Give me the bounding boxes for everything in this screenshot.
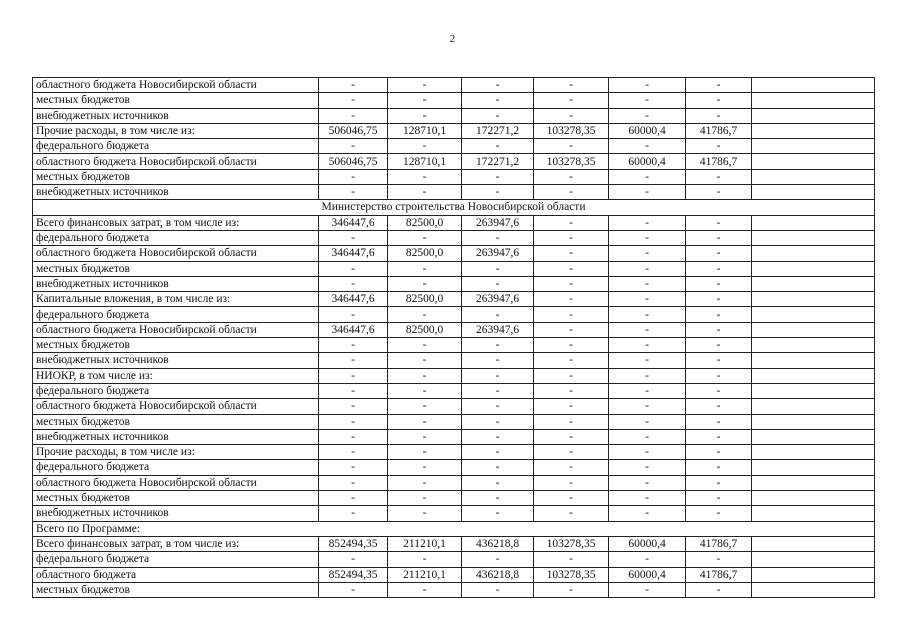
value-cell: - [319,78,388,93]
value-cell: - [609,276,686,291]
row-label: внебюджетных источников [33,108,319,123]
empty-cell [752,475,875,490]
value-cell: - [319,169,388,184]
table-row [33,292,875,307]
empty-cell [752,185,875,200]
value-cell: - [686,78,752,93]
value-cell: - [686,338,752,353]
table-row [33,246,875,261]
value-cell: - [609,460,686,475]
value-cell: - [686,399,752,414]
value-cell: - [686,429,752,444]
value-cell: - [609,185,686,200]
value-cell: - [388,460,462,475]
value-cell: - [534,429,609,444]
value-cell: 346447,6 [319,322,388,337]
value-cell: - [462,399,534,414]
row-label: областного бюджета Новосибирской области [33,246,319,261]
value-cell: 346447,6 [319,292,388,307]
table-row [33,185,875,200]
value-cell: 436218,8 [462,567,534,582]
value-cell: - [609,445,686,460]
table-row [33,445,875,460]
value-cell: - [609,414,686,429]
empty-cell [752,445,875,460]
value-cell: - [534,307,609,322]
value-cell: - [534,460,609,475]
row-label: Прочие расходы, в том числе из: [33,445,319,460]
empty-cell [752,276,875,291]
value-cell: - [534,93,609,108]
table-row [33,475,875,490]
table-row [33,383,875,398]
value-cell: - [388,368,462,383]
value-cell: - [462,276,534,291]
empty-cell [752,536,875,551]
value-cell: - [388,399,462,414]
value-cell: - [686,445,752,460]
value-cell: - [462,414,534,429]
table-row [33,169,875,184]
empty-cell [752,506,875,521]
value-cell: - [388,445,462,460]
value-cell: - [319,93,388,108]
value-cell: - [388,475,462,490]
value-cell: - [319,475,388,490]
empty-cell [752,383,875,398]
table-row [33,368,875,383]
empty-cell [752,93,875,108]
table-row [33,322,875,337]
value-cell: - [609,429,686,444]
row-label: Капитальные вложения, в том числе из: [33,292,319,307]
table-row [33,261,875,276]
value-cell: - [319,108,388,123]
value-cell: - [462,582,534,597]
value-cell: - [686,307,752,322]
row-label: местных бюджетов [33,491,319,506]
value-cell: - [319,552,388,567]
empty-cell [752,460,875,475]
empty-cell [752,429,875,444]
value-cell: - [609,368,686,383]
value-cell: - [388,383,462,398]
value-cell: - [319,261,388,276]
value-cell: - [388,338,462,353]
value-cell: 60000,4 [609,154,686,169]
value-cell: - [319,368,388,383]
value-cell: - [462,93,534,108]
value-cell: - [388,261,462,276]
table-row [33,491,875,506]
value-cell: - [388,93,462,108]
value-cell: - [609,506,686,521]
value-cell: - [686,215,752,230]
row-label: областного бюджета Новосибирской области [33,399,319,414]
value-cell: - [462,552,534,567]
value-cell: - [534,353,609,368]
value-cell: - [686,368,752,383]
value-cell: - [686,169,752,184]
value-cell: - [462,491,534,506]
value-cell: 82500,0 [388,292,462,307]
value-cell: - [609,78,686,93]
value-cell: - [686,353,752,368]
row-label: местных бюджетов [33,414,319,429]
value-cell: - [686,491,752,506]
table-row [33,78,875,93]
table-row [33,536,875,551]
value-cell: - [319,506,388,521]
value-cell: 436218,8 [462,536,534,551]
value-cell: - [686,230,752,245]
value-cell: - [609,261,686,276]
table-row [33,582,875,597]
value-cell: 852494,35 [319,536,388,551]
empty-cell [752,353,875,368]
empty-cell [752,154,875,169]
value-cell: - [686,185,752,200]
section-header-row [33,200,875,215]
value-cell: - [388,307,462,322]
value-cell: - [319,185,388,200]
value-cell: - [462,169,534,184]
value-cell: - [686,552,752,567]
value-cell: - [319,338,388,353]
value-cell: - [462,383,534,398]
row-label: внебюджетных источников [33,185,319,200]
value-cell: - [686,93,752,108]
table-row [33,567,875,582]
value-cell: - [534,78,609,93]
value-cell: - [686,139,752,154]
row-label: областного бюджета [33,567,319,582]
row-label: областного бюджета Новосибирской области [33,154,319,169]
value-cell: - [686,246,752,261]
value-cell: - [609,383,686,398]
value-cell: 172271,2 [462,123,534,138]
empty-cell [752,552,875,567]
row-label: федерального бюджета [33,552,319,567]
row-label: Всего финансовых затрат, в том числе из: [33,215,319,230]
value-cell: - [609,246,686,261]
row-label: внебюджетных источников [33,276,319,291]
row-label: местных бюджетов [33,261,319,276]
program-total-header-row [33,521,875,536]
value-cell: - [319,307,388,322]
value-cell: - [686,383,752,398]
value-cell: - [462,338,534,353]
value-cell: - [462,445,534,460]
value-cell: - [462,185,534,200]
table-row [33,460,875,475]
value-cell: 506046,75 [319,123,388,138]
value-cell: - [462,368,534,383]
row-label: внебюджетных источников [33,429,319,444]
table-row [33,307,875,322]
value-cell: - [319,276,388,291]
empty-cell [752,368,875,383]
row-label: местных бюджетов [33,338,319,353]
value-cell: 346447,6 [319,246,388,261]
value-cell: - [534,414,609,429]
value-cell: - [388,429,462,444]
value-cell: - [609,491,686,506]
empty-cell [752,123,875,138]
value-cell: - [319,353,388,368]
empty-cell [752,322,875,337]
empty-cell [752,139,875,154]
empty-cell [752,399,875,414]
value-cell: - [462,429,534,444]
budget-table [32,77,875,598]
value-cell: - [319,230,388,245]
value-cell: - [609,307,686,322]
value-cell: - [534,215,609,230]
value-cell: - [534,399,609,414]
empty-cell [752,567,875,582]
row-label: НИОКР, в том числе из: [33,368,319,383]
row-label: федерального бюджета [33,307,319,322]
row-label: федерального бюджета [33,383,319,398]
value-cell: - [388,552,462,567]
value-cell: - [388,108,462,123]
row-label: областного бюджета Новосибирской области [33,78,319,93]
row-label: внебюджетных источников [33,506,319,521]
value-cell: - [609,322,686,337]
table-row [33,338,875,353]
value-cell: - [534,261,609,276]
value-cell: 128710,1 [388,154,462,169]
value-cell: - [462,307,534,322]
value-cell: - [609,93,686,108]
value-cell: - [462,506,534,521]
row-label: областного бюджета Новосибирской области [33,322,319,337]
value-cell: - [609,215,686,230]
empty-cell [752,307,875,322]
value-cell: - [319,414,388,429]
value-cell: 41786,7 [686,536,752,551]
value-cell: - [534,322,609,337]
value-cell: - [534,475,609,490]
value-cell: 82500,0 [388,322,462,337]
value-cell: 60000,4 [609,567,686,582]
value-cell: - [534,506,609,521]
value-cell: - [319,383,388,398]
row-label: Всего финансовых затрат, в том числе из: [33,536,319,551]
value-cell: 60000,4 [609,123,686,138]
value-cell: - [609,292,686,307]
table-row [33,139,875,154]
empty-cell [752,491,875,506]
value-cell: - [609,169,686,184]
value-cell: - [534,108,609,123]
value-cell: 41786,7 [686,154,752,169]
empty-cell [752,292,875,307]
value-cell: - [534,445,609,460]
value-cell: - [686,460,752,475]
value-cell: - [462,139,534,154]
value-cell: 103278,35 [534,536,609,551]
value-cell: - [609,230,686,245]
value-cell: 263947,6 [462,215,534,230]
row-label: внебюджетных источников [33,353,319,368]
value-cell: - [534,491,609,506]
value-cell: 103278,35 [534,154,609,169]
value-cell: - [388,169,462,184]
value-cell: - [319,429,388,444]
value-cell: - [534,230,609,245]
value-cell: - [534,338,609,353]
row-label: местных бюджетов [33,93,319,108]
empty-cell [752,215,875,230]
value-cell: 211210,1 [388,567,462,582]
row-label: федерального бюджета [33,230,319,245]
value-cell: - [686,292,752,307]
value-cell: 263947,6 [462,292,534,307]
value-cell: 41786,7 [686,123,752,138]
value-cell: - [388,139,462,154]
empty-cell [752,230,875,245]
empty-cell [752,261,875,276]
value-cell: - [319,491,388,506]
value-cell: - [319,460,388,475]
program-total-header: Всего по Программе: [33,521,875,536]
value-cell: - [609,139,686,154]
value-cell: - [609,353,686,368]
value-cell: 263947,6 [462,246,534,261]
empty-cell [752,338,875,353]
value-cell: - [609,399,686,414]
value-cell: - [462,475,534,490]
value-cell: 103278,35 [534,567,609,582]
value-cell: - [609,475,686,490]
value-cell: - [388,185,462,200]
table-row [33,108,875,123]
value-cell: - [388,78,462,93]
table-row [33,93,875,108]
value-cell: - [534,276,609,291]
value-cell: - [388,276,462,291]
value-cell: 506046,75 [319,154,388,169]
row-label: федерального бюджета [33,139,319,154]
table-row [33,429,875,444]
table-row [33,552,875,567]
section-header: Министерство строительства Новосибирской области [33,200,875,215]
value-cell: - [686,261,752,276]
value-cell: - [388,230,462,245]
value-cell: - [462,261,534,276]
table-row [33,215,875,230]
value-cell: - [534,292,609,307]
value-cell: - [686,506,752,521]
table-row [33,399,875,414]
empty-cell [752,78,875,93]
table-row [33,276,875,291]
value-cell: - [686,414,752,429]
value-cell: - [534,368,609,383]
empty-cell [752,169,875,184]
value-cell: - [686,322,752,337]
empty-cell [752,246,875,261]
value-cell: 128710,1 [388,123,462,138]
row-label: местных бюджетов [33,582,319,597]
value-cell: - [609,552,686,567]
value-cell: - [686,276,752,291]
value-cell: - [388,506,462,521]
empty-cell [752,108,875,123]
value-cell: 263947,6 [462,322,534,337]
value-cell: - [609,338,686,353]
value-cell: - [319,582,388,597]
value-cell: 103278,35 [534,123,609,138]
value-cell: - [534,139,609,154]
value-cell: - [462,230,534,245]
budget-table-body [33,78,875,598]
value-cell: - [686,475,752,490]
value-cell: 852494,35 [319,567,388,582]
value-cell: - [609,582,686,597]
value-cell: - [534,169,609,184]
value-cell: - [462,78,534,93]
table-row [33,506,875,521]
table-row [33,230,875,245]
value-cell: 41786,7 [686,567,752,582]
value-cell: 211210,1 [388,536,462,551]
empty-cell [752,414,875,429]
value-cell: 60000,4 [609,536,686,551]
table-row [33,154,875,169]
empty-cell [752,582,875,597]
value-cell: 82500,0 [388,215,462,230]
page-number: 2 [449,33,456,45]
value-cell: - [534,582,609,597]
value-cell: - [462,460,534,475]
value-cell: - [388,491,462,506]
value-cell: - [319,399,388,414]
value-cell: - [534,383,609,398]
value-cell: 172271,2 [462,154,534,169]
value-cell: - [319,445,388,460]
table-row [33,414,875,429]
value-cell: 346447,6 [319,215,388,230]
row-label: местных бюджетов [33,169,319,184]
value-cell: - [388,414,462,429]
value-cell: - [534,552,609,567]
value-cell: - [462,353,534,368]
table-row [33,353,875,368]
value-cell: - [462,108,534,123]
value-cell: - [319,139,388,154]
row-label: Прочие расходы, в том числе из: [33,123,319,138]
row-label: областного бюджета Новосибирской области [33,475,319,490]
value-cell: - [388,582,462,597]
value-cell: - [686,582,752,597]
value-cell: - [534,246,609,261]
table-row [33,123,875,138]
value-cell: 82500,0 [388,246,462,261]
value-cell: - [534,185,609,200]
value-cell: - [609,108,686,123]
value-cell: - [686,108,752,123]
row-label: федерального бюджета [33,460,319,475]
value-cell: - [388,353,462,368]
